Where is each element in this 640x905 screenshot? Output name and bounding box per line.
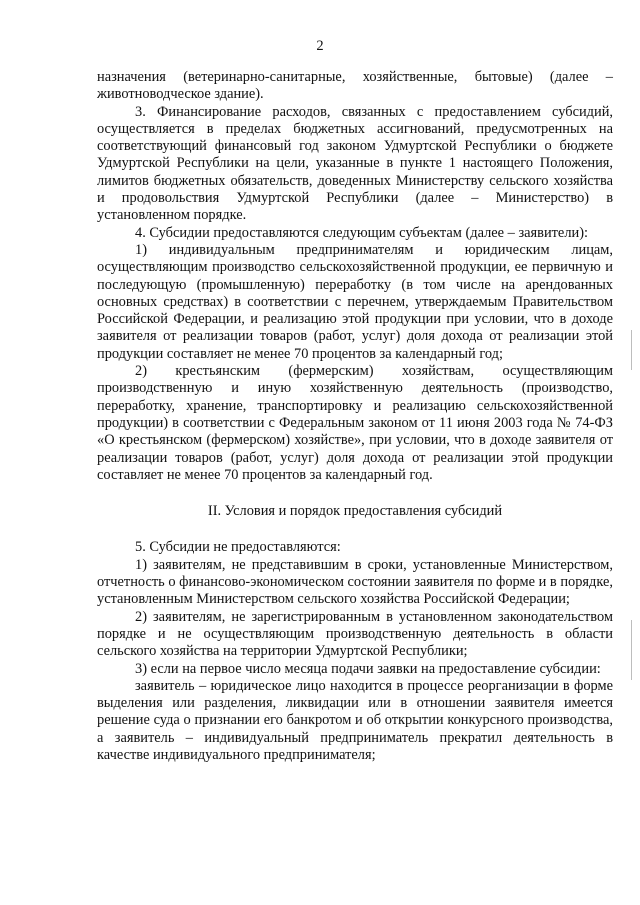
paragraph: заявитель – юридическое лицо находится в процессе реорганизации в форме выделения или разделения, ликвидации или в отношении заявителя имеется решение суда о признании его банкротом и об открытии конкурсного производства, а заявитель – индивидуальный предприниматель прекратил деятельность в качестве индивидуального предпринимателя; <box>97 677 613 763</box>
paragraph: 2) заявителям, не зарегистрированным в установленном законодательством порядке и не осуществляющим производственную деятельность в области сельского хозяйства на территории Удмуртской Республики; <box>97 608 613 660</box>
scan-edge-mark <box>631 620 632 680</box>
paragraph: 1) индивидуальным предпринимателям и юридическим лицам, осуществляющим производство сельскохозяйственной продукции, ее первичную и последующую (промышленную) переработку (в том числе на арендованных основных средствах) в соответствии с перечнем, утверждаемым Правительством Российской Федерации, и реализацию этой продукции при условии, что в доходе заявителя от реализации товаров (работ, услуг) доля дохода от реализации этой продукции составляет не менее 70 процентов за календарный год; <box>97 241 613 362</box>
paragraph: 1) заявителям, не представившим в сроки, установленные Министерством, отчетность о финансово-экономическом состоянии заявителя по форме и в порядке, установленным Министерством сельского хозяйства Российской Федерации; <box>97 556 613 608</box>
paragraph: 4. Субсидии предоставляются следующим субъектам (далее – заявители): <box>135 224 588 241</box>
section-heading: II. Условия и порядок предоставления субсидий <box>207 503 503 520</box>
paragraph: 5. Субсидии не предоставляются: <box>135 539 341 556</box>
paragraph: 3. Финансирование расходов, связанных с предоставлением субсидий, осуществляется в пределах бюджетных ассигнований, предусмотренных на соответствующий финансовый год законом Удмуртской Республики о бюджете Удмуртской Республики на цели, указанные в пункте 1 настоящего Положения, лимитов бюджетных обязательств, доведенных Министерству сельского хозяйства и продовольствия Удмуртской Республики (далее – Министерство) в установленном порядке. <box>97 103 613 224</box>
page-number: 2 <box>316 38 324 54</box>
paragraph: 2) крестьянским (фермерским) хозяйствам, осуществляющим производственную и иную хозяйственную деятельность (производство, переработку, хранение, транспортировку и реализацию сельскохозяйственной продукции) в соответствии с Федеральным законом от 11 июня 2003 года № 74-ФЗ «О крестьянском (фермерском) хозяйстве», при условии, что в доходе заявителя от реализации товаров (работ, услуг) доля дохода от реализации этой продукции составляет не менее 70 процентов за календарный год. <box>97 363 613 483</box>
document-body <box>97 69 613 764</box>
paragraph: назначения (ветеринарно-санитарные, хозяйственные, бытовые) (далее – животноводческое здание). <box>97 69 613 103</box>
scan-edge-mark <box>631 330 632 370</box>
paragraph: 3) если на первое число месяца подачи заявки на предоставление субсидии: <box>135 660 601 677</box>
paragraphs-after-heading <box>97 539 613 764</box>
paragraphs-before-heading <box>97 69 613 484</box>
